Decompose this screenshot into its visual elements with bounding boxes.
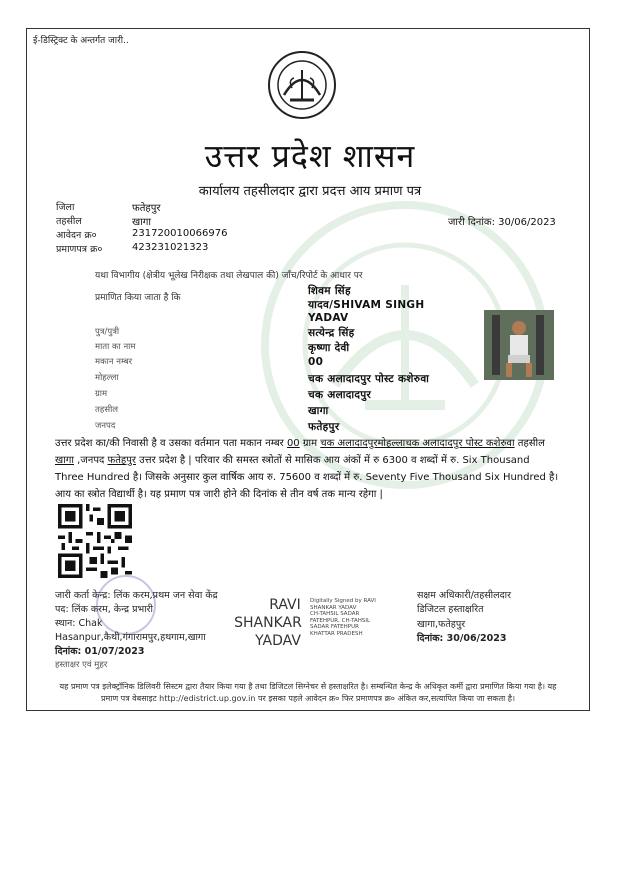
issue-date-label: जारी दिनांक: bbox=[448, 217, 495, 228]
signature-seal-label: हस्ताक्षर एवं मुहर bbox=[55, 660, 108, 670]
tehsil-value: खागा bbox=[132, 217, 151, 228]
district-value: फतेहपुर bbox=[132, 203, 161, 214]
certificate-subtitle: कार्यालय तहसीलदार द्वारा प्रदत्त आय प्रमाण पत्र bbox=[198, 184, 422, 199]
locality-value: चक अलादादपुर पोस्ट कशेरुवा bbox=[308, 373, 430, 385]
house-label: मकान नम्बर bbox=[95, 357, 133, 367]
issue-date-value: 30/06/2023 bbox=[498, 217, 556, 228]
footer-line-2: प्रमाण पत्र वेबसाइट http://edistrict.up.gov.in पर इसका पहले आवेदन क्र० फिर प्रमाणपत्र क्र० अंकित कर,सत्यापित किया जा सकता है। bbox=[100, 694, 516, 703]
sig-detail-line: Digitally Signed by RAVI bbox=[310, 598, 376, 604]
holder-name-line-3: YADAV bbox=[308, 312, 349, 324]
district-label: जिला bbox=[56, 202, 75, 213]
header-note: ई-डिस्ट्रिक्ट के अन्तर्गत जारी.. bbox=[33, 36, 129, 46]
signer-name-1: RAVI bbox=[269, 597, 301, 613]
father-value: सत्येन्द्र सिंह bbox=[308, 327, 355, 339]
body-text-4: ,जनपद bbox=[74, 455, 108, 466]
mother-label: माता का नाम bbox=[95, 342, 136, 352]
holder-name-line-1: शिवम सिंह bbox=[308, 285, 351, 297]
certificate-title: उत्तर प्रदेश शासन bbox=[204, 137, 416, 175]
sig-detail-line: SHANKAR YADAV bbox=[310, 604, 357, 611]
tehsil-label: तहसील bbox=[56, 216, 82, 227]
digital-signature-details bbox=[310, 598, 376, 637]
issuer-post: पद: लिंक करम, केन्द्र प्रभारी bbox=[55, 604, 153, 615]
issuer-address: Hasanpur,कैथी,गंगारामपुर,हथगाम,खागा bbox=[55, 632, 206, 643]
issue-date bbox=[448, 214, 556, 228]
house-value: 00 bbox=[308, 356, 324, 368]
body-text-1: उत्तर प्रदेश का/की निवासी है व उसका वर्तमान पता मकान नम्बर bbox=[55, 438, 287, 449]
mother-value: कृष्णा देवी bbox=[308, 342, 350, 354]
authority-title: सक्षम अधिकारी/तहसीलदार bbox=[417, 590, 511, 601]
certificate-number: 423231021323 bbox=[132, 242, 209, 253]
up-government-emblem-icon bbox=[262, 50, 342, 120]
body-text-3: तहसील bbox=[514, 438, 545, 449]
locality-label: मोहल्ला bbox=[95, 373, 119, 383]
body-district: फतेहपुर bbox=[107, 455, 136, 466]
authority-date: दिनांक: 30/06/2023 bbox=[417, 633, 507, 644]
sig-detail-line: FATEHPUR, CH-TAHSIL bbox=[310, 617, 371, 624]
sig-detail-line: SADAR FATEHPUR bbox=[310, 624, 359, 630]
field-district-value: फतेहपुर bbox=[308, 421, 340, 433]
village-value: चक अलादादपुर bbox=[308, 389, 372, 401]
body-text-2: ग्राम bbox=[299, 438, 321, 449]
issuer-date: दिनांक: 01/07/2023 bbox=[55, 646, 145, 657]
authority-digital-signed: डिजिटल हस्ताक्षरित bbox=[417, 604, 484, 615]
sig-detail-line: CH-TAHSIL SADAR bbox=[310, 611, 360, 617]
qr-code-icon[interactable] bbox=[58, 502, 132, 580]
intro-line-2: प्रमाणित किया जाता है कि bbox=[95, 293, 181, 303]
field-tehsil-label: तहसील bbox=[95, 405, 119, 415]
body-tehsil: खागा bbox=[55, 455, 74, 466]
body-house: 00 bbox=[286, 438, 300, 449]
signer-name-3: YADAV bbox=[255, 633, 301, 649]
holder-name-line-2: यादव/SHIVAM SINGH bbox=[308, 299, 425, 311]
signer-name-2: SHANKAR bbox=[234, 615, 302, 631]
issuer-place: स्थान: Chak bbox=[55, 618, 103, 629]
certificate-number-label: प्रमाणपत्र क्र० bbox=[56, 244, 103, 255]
application-label: आवेदन क्र० bbox=[56, 230, 97, 241]
footer-line-1: यह प्रमाण पत्र इलेक्ट्रॉनिक डिलिवरी सिस्टम द्वारा तैयार किया गया है तथा डिजिटल सिग्नेचर से हस्ताक्षरित है। सम्बन्धित केन्द्र के अधिकृत कर्मी द्वारा प्रमाणित किया गया है। यह bbox=[59, 682, 557, 691]
authority-location: खागा,फतेहपुर bbox=[417, 619, 466, 630]
body-locality: चक अलादादपुर पोस्ट कशेरुवा bbox=[405, 438, 515, 449]
person-photo-icon bbox=[484, 310, 554, 380]
issuer-center: जारी कर्ता केन्द्र: लिंक करम,प्रथम जन सेवा केंद्र bbox=[55, 590, 218, 601]
intro-line-1: यथा विभागीय (क्षेत्रीय भूलेख निरीक्षक तथा लेखपाल की) जाँच/रिपोर्ट के आधार पर bbox=[95, 271, 363, 281]
certificate-footer bbox=[38, 681, 578, 705]
body-text-5: उत्तर प्रदेश है | परिवार की समस्त स्त्रोतों से मासिक आय अंकों में रु 6300 व शब्दों में रु. Six Thousand Three Hundred है। जिसके अनुसार कुल वार्षिक आय रु. 75600 व शब्दों में रु. Seventy Five Thousand Six Hundred है। आय का स्त्रोत विद्यार्थी है। यह प्रमाण पत्र जारी होने की दिनांक से तीन वर्ष तक मान्य रहेगा | bbox=[55, 455, 559, 500]
applicant-photo bbox=[484, 310, 554, 380]
field-tehsil-value: खागा bbox=[308, 405, 329, 417]
application-number: 231720010066976 bbox=[132, 228, 228, 239]
sig-detail-line: KHATTAR PRADESH bbox=[310, 630, 363, 637]
body-village: चक अलादादपुरमोहल्ला bbox=[320, 438, 406, 449]
father-label: पुत्र/पुत्री bbox=[95, 327, 120, 337]
certificate-body bbox=[55, 435, 560, 503]
village-label: ग्राम bbox=[95, 389, 108, 399]
field-district-label: जनपद bbox=[95, 421, 116, 431]
